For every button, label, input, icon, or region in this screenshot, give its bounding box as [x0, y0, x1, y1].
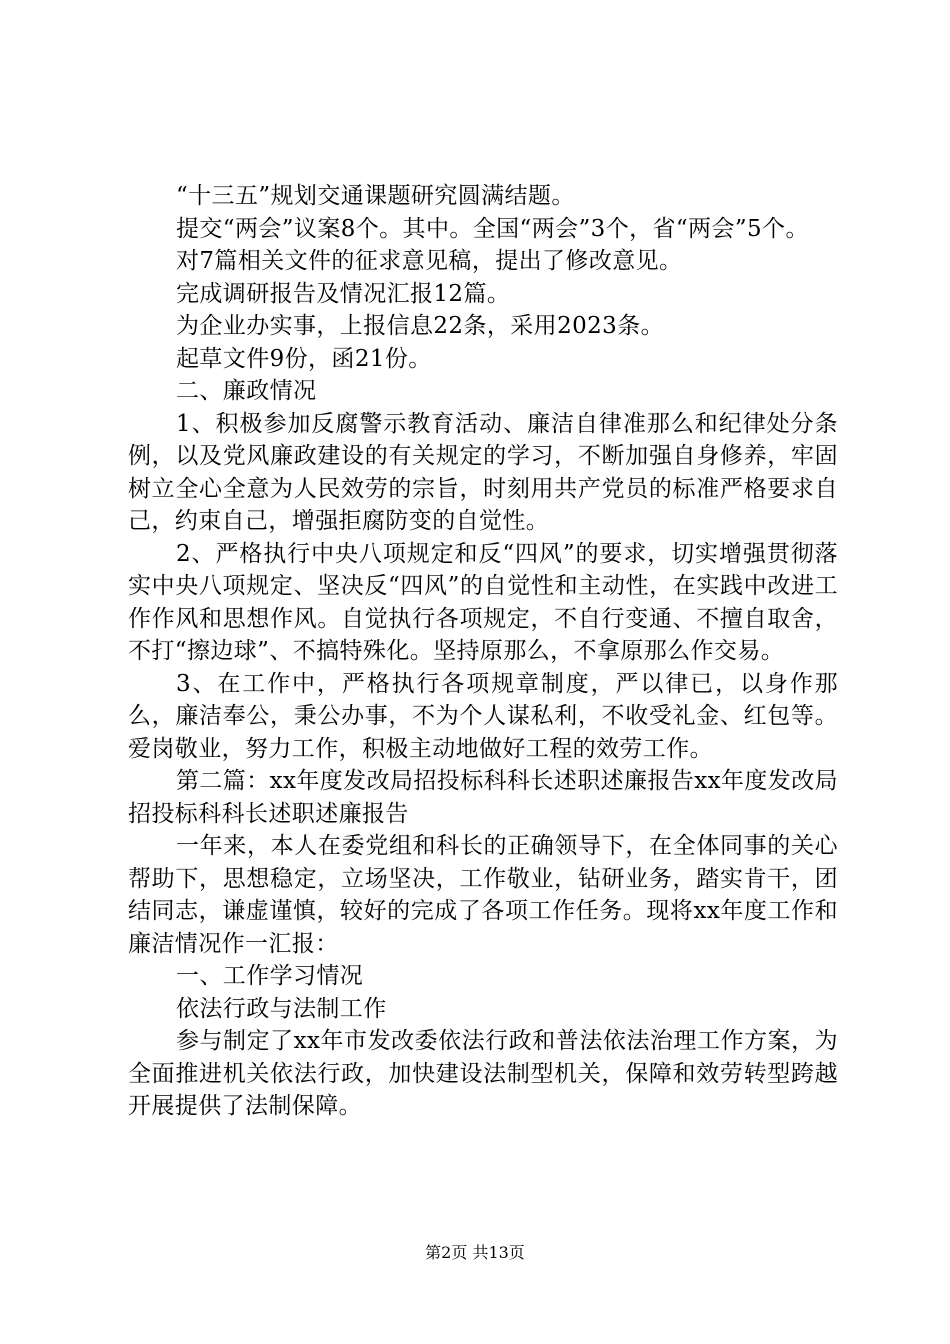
paragraph-integrity-3: 3、在工作中，严格执行各项规章制度，严以律已，以身作那么，廉洁奉公，秉公办事，不为个人谋私利，不收受礼金、红包等。爱岗敬业，努力工作，积极主动地做好工程的效劳工作。 [128, 670, 838, 762]
subheading-legal: 依法行政与法制工作 [176, 995, 387, 1022]
section-heading-work: 一、工作学习情况 [176, 963, 364, 989]
paragraph-legal: 参与制定了xx年市发改委依法行政和普法依法治理工作方案，为全面推进机关依法行政，加快建设法制型机关，保障和效劳转型跨越开展提供了法制保障。 [128, 1028, 838, 1119]
paragraph-proposals: 提交“两会”议案8个。其中。全国“两会”3个，省“两会”5个。 [176, 215, 809, 242]
paragraph-integrity-1: 1、积极参加反腐警示教育活动、廉洁自律准那么和纪律处分条例，以及党风廉政建设的有关规定的学习，不断加强自身修养，牢固树立全心全意为人民效劳的宗旨，时刻用共产党员的标准严格要求自己，约束自己，增强拒腐防变的自觉性。 [128, 410, 838, 534]
paragraph-planning-topic: “十三五”规划交通课题研究圆满结题。 [176, 183, 575, 209]
paragraph-drafts: 起草文件9份，函21份。 [176, 345, 432, 372]
paragraph-intro: 一年来，本人在委党组和科长的正确领导下，在全体同事的关心帮助下，思想稳定，立场坚决，工作敬业，钻研业务，踏实肯干，团结同志，谦虚谨慎，较好的完成了各项工作任务。现将xx年度工作和廉洁情况作一汇报： [128, 833, 838, 957]
paragraph-integrity-2: 2、严格执行中央八项规定和反“四风”的要求，切实增强贯彻落实中央八项规定、坚决反“四风”的自觉性和主动性，在实践中改进工作作风和思想作风。自觉执行各项规定，不自行变通、不擅自取舍，不打“擦边球”、不搞特殊化。坚持原那么，不拿原那么作交易。 [128, 540, 838, 664]
article-title-second: 第二篇：xx年度发改局招投标科科长述职述廉报告xx年度发改局招投标科科长述职述廉报告 [128, 768, 838, 827]
document-body [128, 180, 838, 1123]
section-heading-integrity: 二、廉政情况 [176, 378, 317, 404]
paragraph-info: 为企业办实事，上报信息22条，采用2023条。 [176, 313, 664, 339]
page-number-footer: 第2页 共13页 [425, 1243, 525, 1262]
paragraph-reports: 完成调研报告及情况汇报12篇。 [176, 280, 511, 307]
paragraph-comments: 对7篇相关文件的征求意见稿，提出了修改意见。 [176, 248, 683, 274]
